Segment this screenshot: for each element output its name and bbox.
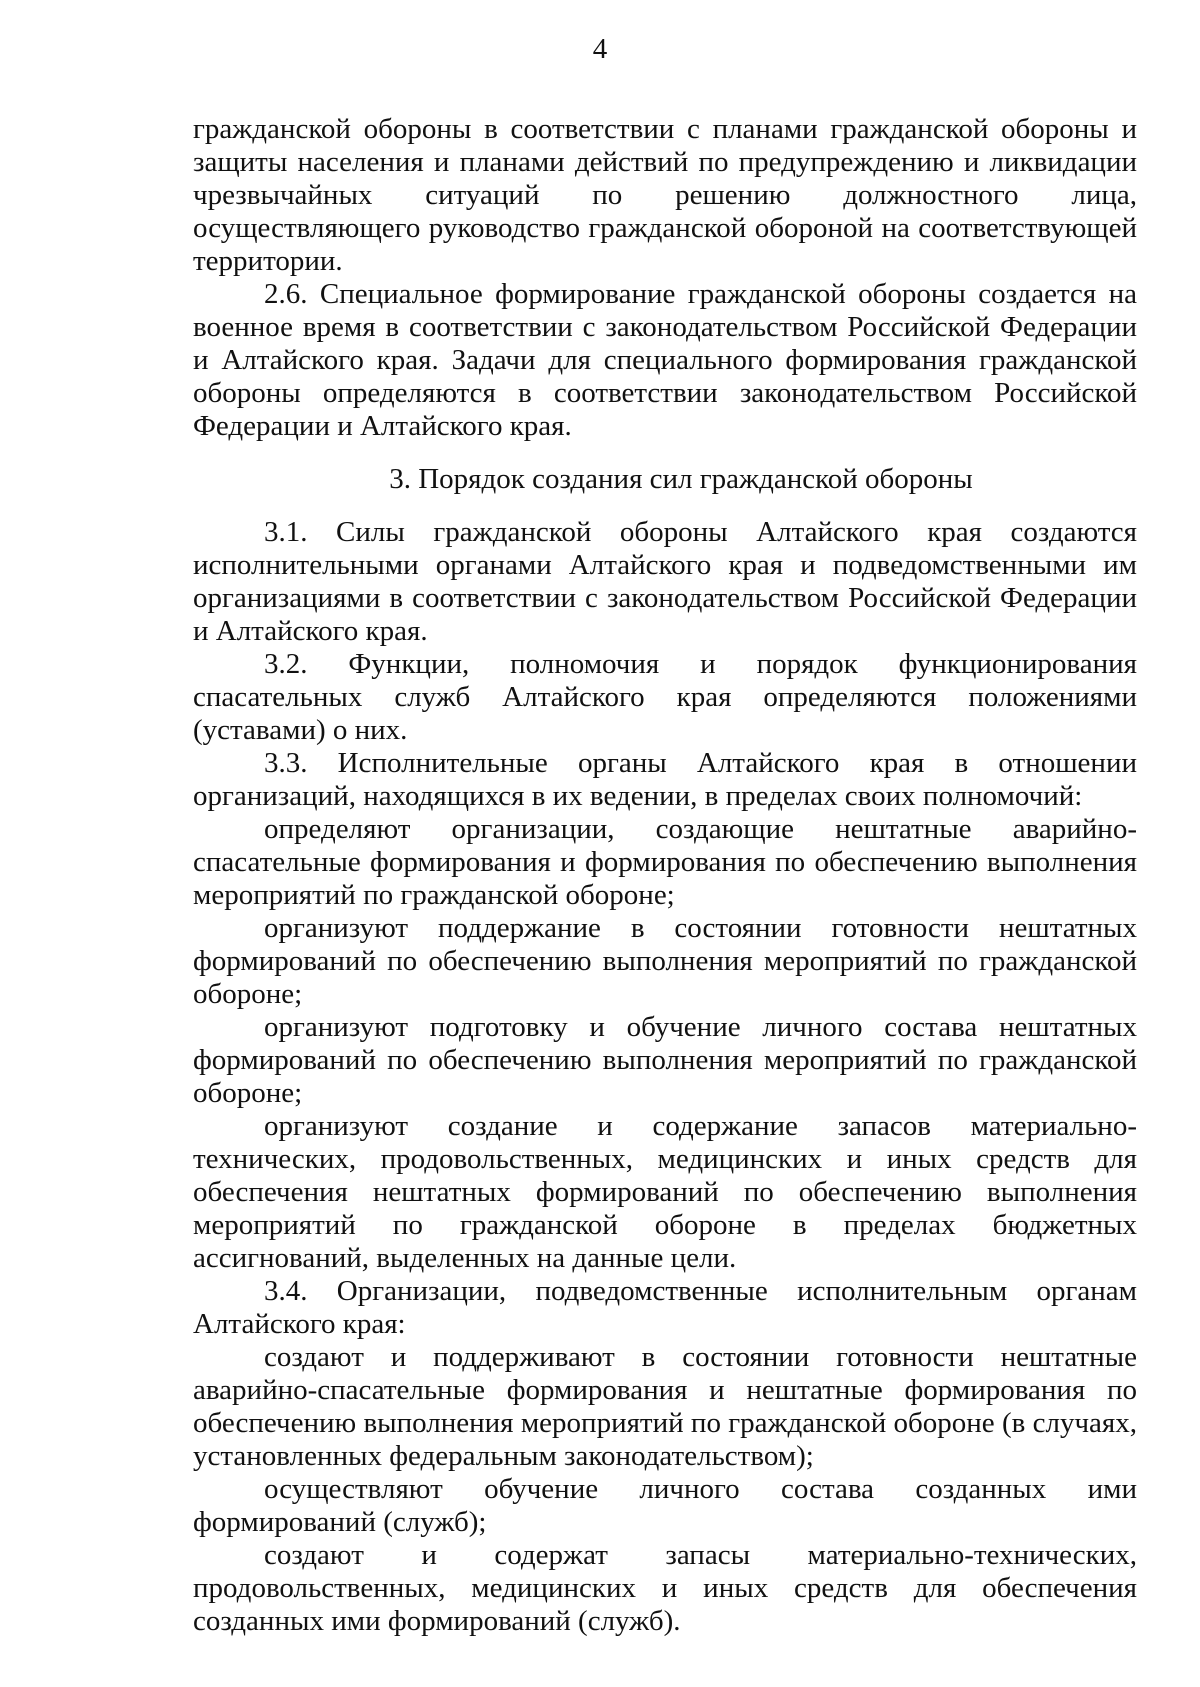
paragraph-3-4-item-2: осуществляют обучение личного состава созданных ими формирований (служб);: [193, 1473, 1137, 1538]
page-number: 4: [592, 33, 608, 65]
paragraph-3-4-item-3: создают и содержат запасы материально-технических, продовольственных, медицинских и иных средств для обеспечения созданных ими формирований (служб).: [193, 1539, 1137, 1637]
paragraph-3-3-item-1: определяют организации, создающие нештатные аварийно-спасательные формирования и формирования по обеспечению выполнения мероприятий по гражданской обороне;: [193, 813, 1137, 911]
paragraph-3-3-item-2: организуют поддержание в состоянии готовности нештатных формирований по обеспечению выполнения мероприятий по гражданской обороне;: [193, 912, 1137, 1010]
paragraph-3-2: 3.2. Функции, полномочия и порядок функционирования спасательных служб Алтайского края определяются положениями (уставами) о них.: [193, 648, 1137, 746]
section-heading: 3. Порядок создания сил гражданской обороны: [389, 463, 973, 495]
document-body: [193, 113, 1137, 1638]
paragraph-3-3: 3.3. Исполнительные органы Алтайского края в отношении организаций, находящихся в их ведении, в пределах своих полномочий:: [193, 747, 1137, 812]
paragraph-3-1: 3.1. Силы гражданской обороны Алтайского края создаются исполнительными органами Алтайского края и подведомственными им организациями в соответствии с законодательством Российской Федерации и Алтайского края.: [193, 516, 1137, 647]
paragraph-3-4-item-1: создают и поддерживают в состоянии готовности нештатные аварийно-спасательные формирования и нештатные формирования по обеспечению выполнения мероприятий по гражданской обороне (в случаях, установленных федеральным законодательством);: [193, 1341, 1137, 1472]
paragraph-3-3-item-3: организуют подготовку и обучение личного состава нештатных формирований по обеспечению выполнения мероприятий по гражданской обороне;: [193, 1011, 1137, 1109]
paragraph-2-6: 2.6. Специальное формирование гражданской обороны создается на военное время в соответствии с законодательством Российской Федерации и Алтайского края. Задачи для специального формирования гражданской обороны определяются в соответствии законодательством Российской Федерации и Алтайского края.: [193, 278, 1137, 442]
paragraph-3-3-item-4: организуют создание и содержание запасов материально-технических, продовольственных, медицинских и иных средств для обеспечения нештатных формирований по обеспечению выполнения мероприятий по гражданской обороне в пределах бюджетных ассигнований, выделенных на данные цели.: [193, 1110, 1137, 1274]
paragraph-3-4: 3.4. Организации, подведомственные исполнительным органам Алтайского края:: [193, 1275, 1137, 1340]
paragraph-continuation: гражданской обороны в соответствии с планами гражданской обороны и защиты населения и планами действий по предупреждению и ликвидации чрезвычайных ситуаций по решению должностного лица, осуществляющего руководство гражданской обороной на соответствующей территории.: [193, 113, 1137, 277]
